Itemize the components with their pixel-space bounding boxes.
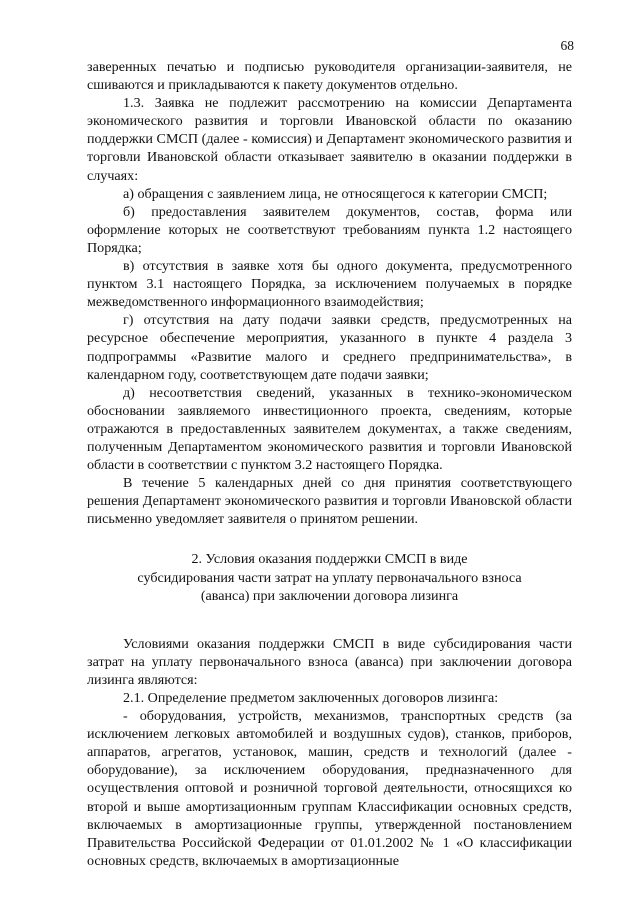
section-heading-line: субсидирования части затрат на уплату первоначального взноса: [137, 569, 522, 586]
paragraph-1-3: 1.3. Заявка не подлежит рассмотрению на комиссии Департамента экономического развития и торговли Ивановской области по оказанию поддержки СМСП (далее - комиссия) и Департамент экономического развития и торговли Ивановской области отказывает заявителю в оказании поддержки в случаях:: [87, 95, 572, 184]
paragraph-notification: В течение 5 календарных дней со дня принятия соответствующего решения Департамент экономического развития и торговли Ивановской области письменно уведомляет заявителя о принятом решении.: [87, 475, 572, 528]
section-heading: [87, 550, 572, 604]
section-heading-line: (аванса) при заключении договора лизинга: [200, 587, 459, 604]
section-heading-line: 2. Условия оказания поддержки СМСП в виде: [191, 551, 468, 568]
paragraph-item-b: б) предоставления заявителем документов, состав, форма или оформление которых не соответствуют требованиям пункта 1.2 настоящего Порядка;: [87, 203, 572, 256]
paragraph-item-d: д) несоответствия сведений, указанных в технико-экономическом обосновании заявляемого инвестиционного проекта, сведениям, которые отражаются в предоставленных заявителем документах, а также сведениям, полученным Департаментом экономического развития и торговли Ивановской области в соответствии с пунктом 3.2 настоящего Порядка.: [87, 384, 572, 474]
document-body: [87, 58, 572, 870]
paragraph-item-g: г) отсутствия на дату подачи заявки средств, предусмотренных на ресурсное обеспечение мероприятия, указанного в пункте 4 раздела 3 подпрограммы «Развитие малого и среднего предпринимательства», в календарном году, соответствующем дате подачи заявки;: [87, 312, 572, 383]
paragraph-2-1: 2.1. Определение предметом заключенных договоров лизинга:: [123, 690, 499, 706]
paragraph-continuation: заверенных печатью и подписью руководителя организации-заявителя, не сшиваются и прикладываются к пакету документов отдельно.: [87, 59, 572, 94]
paragraph-equipment: - оборудования, устройств, механизмов, транспортных средств (за исключением легковых автомобилей и воздушных судов), станков, приборов, аппаратов, агрегатов, установок, машин, средств и технологий (далее - оборудование), за исключением оборудования, предназначенного для осуществления оптовой и розничной торговой деятельности, относящихся ко второй и выше амортизационным группам Классификации основных средств, включаемых в амортизационные группы, утвержденной постановлением Правительства Российской Федерации от 01.01.2002 № 1 «О классификации основных средств, включаемых в амортизационные: [87, 708, 572, 869]
paragraph-item-a: а) обращения с заявлением лица, не относящегося к категории СМСП;: [123, 185, 548, 202]
page-number: 68: [560, 38, 574, 53]
paragraph-conditions-intro: Условиями оказания поддержки СМСП в виде субсидирования части затрат на уплату первоначального взноса (аванса) при заключении договора лизинга являются:: [87, 635, 572, 688]
paragraph-item-v: в) отсутствия в заявке хотя бы одного документа, предусмотренного пунктом 3.1 настоящего Порядка, за исключением получаемых в порядке межведомственного информационного взаимодействия;: [87, 258, 572, 311]
